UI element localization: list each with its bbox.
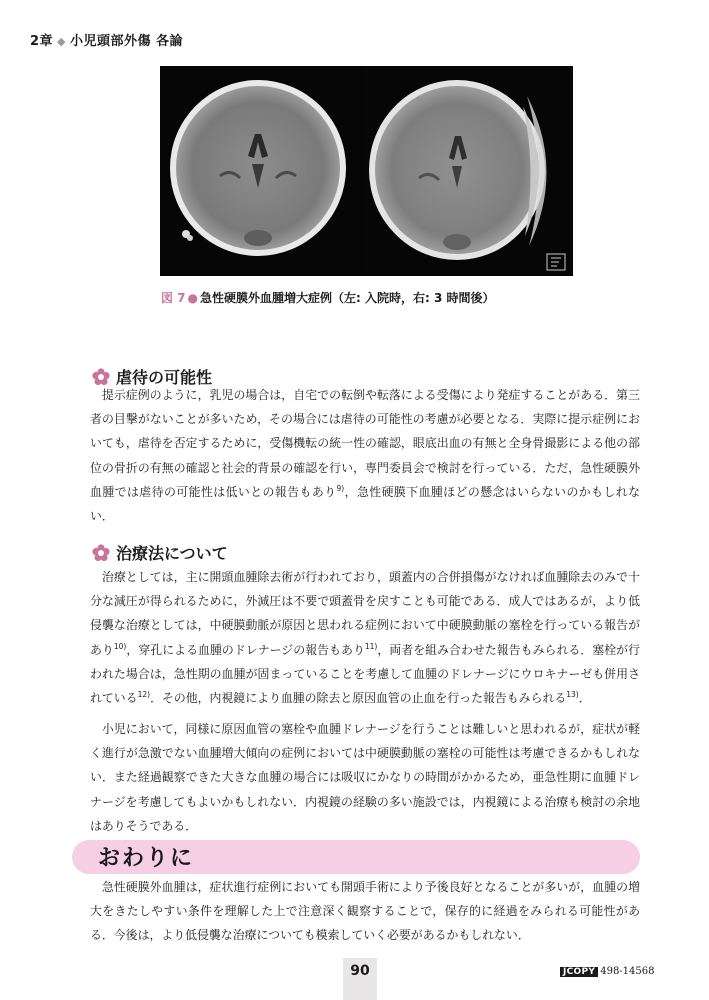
jcopy-badge: JCOPY [560,967,598,977]
section-heading-text: 虐待の可能性 [116,368,213,387]
chapter-title: 小児頭部外傷 各論 [70,34,184,49]
paragraph-text: 治療としては，主に開頭血腫除去術が行われており，頭蓋内の合併損傷がなければ血腫除去のみで十分な減圧が得られるために，外減圧は不要で頭蓋骨を戻すことも可能である．成人ではあるが，より低侵襲な治療としては，中硬膜動脈が原因と思われる症例において中硬膜動脈の塞栓を行っている報告があり [90,570,640,657]
section-heading-treatment [92,541,228,564]
ct-scan-3-hours-later [367,66,573,276]
diamond-icon: ◆ [57,35,67,48]
paragraph-text: ． [578,691,591,706]
paragraph-text: ．その他，内視鏡により血腫の除去と原因血管の止血を行った報告もみられる [150,691,567,706]
copyright-notice [560,966,655,977]
paragraph-treatment-2 [90,717,640,838]
isbn-code: 498-14568 [600,966,655,977]
bullet-dot-icon: ● [187,291,199,305]
paragraph-text: 小児において，同様に原因血管の塞栓や血腫ドレナージを行うことは難しいと思われるが，症状が軽く進行が急激でない血腫増大傾向の症例においては中硬膜動脈の塞栓の可能性は考慮できるかもしれない．また経過観察できた大きな血腫の場合には吸収にかなりの時間がかかるため，亜急性期に血腫ドレナージを考慮してもよいかもしれない．内視鏡の経験の多い施設では，内視鏡による治療も検討の余地はありそうである． [90,722,640,833]
page-number: 90 [350,963,370,979]
figure-caption-text: 急性硬膜外血腫増大症例（左: 入院時，右: 3 時間後） [200,291,495,305]
chapter-number: 2章 [30,34,54,49]
running-header [30,30,183,49]
citation-ref: 12) [137,690,151,700]
paragraph-text: ，穿孔による血腫のドレナージの報告もあり [126,642,365,657]
paragraph-conclusion [90,875,640,948]
paragraph-treatment-1 [90,565,640,710]
paragraph-abuse [90,383,640,528]
citation-ref: 13) [566,690,579,700]
paragraph-text: 提示症例のように，乳児の場合は，自宅での転倒や転落による受傷により発症することがある．第三者の目撃がないことが多いため，その場合には虐待の可能性の考慮が必要となる．実際に提示症例においても，虐待を否定するために，受傷機転の統一性の確認，眼底出血の有無と全身骨撮影による他の部位の骨折の有無の確認と社会的背景の確認を行い，専門委員会で検討を行っている．ただ，急性硬膜外血腫では虐待の可能性は低いとの報告もあり [90,388,640,499]
ct-figure [160,66,573,276]
citation-ref: 11) [364,641,378,651]
citation-ref: 10) [113,641,127,651]
figure-caption [161,289,495,306]
conclusion-heading: おわりに [98,846,195,871]
paragraph-text: ，両者を組み合わせた報告もみられる．塞栓が行われた場合は，急性期の血腫が固まっていることを考慮して血腫のドレナージにウロキナーゼも併用されている [90,642,640,706]
flower-icon [92,544,110,562]
paragraph-text: ，急性硬膜下血腫ほどの懸念はいらないのかもしれない． [90,484,640,524]
section-heading-text: 治療法について [116,544,228,563]
citation-ref: 9) [336,483,345,493]
ct-scan-admission [160,66,366,276]
paragraph-text: 急性硬膜外血腫は，症状進行症例においても開頭手術により予後良好となることが多いが，血腫の増大をきたしやすい条件を理解した上で注意深く観察することで，保存的に経過をみられる可能性がある．今後は，より低侵襲な治療についても模索していく必要があるかもしれない． [90,880,640,943]
figure-label: 図 7 [161,291,186,305]
